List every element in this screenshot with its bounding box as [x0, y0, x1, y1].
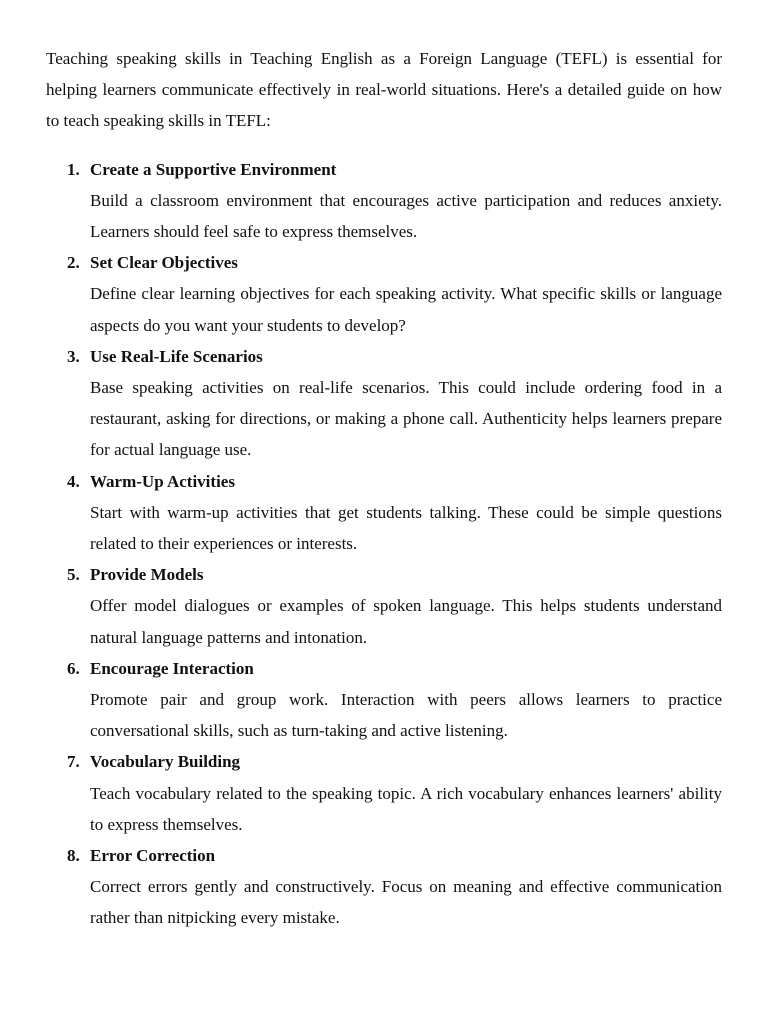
- step-title: Encourage Interaction: [90, 658, 254, 678]
- step-body: Teach vocabulary related to the speaking topic. A rich vocabulary enhances learners' ability to express themselves.: [90, 783, 722, 834]
- list-item: [46, 341, 722, 466]
- step-number: 7.: [67, 752, 80, 772]
- list-item: [46, 840, 722, 934]
- list-item: [46, 247, 722, 341]
- step-title: Set Clear Objectives: [90, 253, 238, 273]
- intro-paragraph: Teaching speaking skills in Teaching English as a Foreign Language (TEFL) is essential for helping learners communicate effectively in real-world situations. Here's a detailed guide on how to teach speaking skills in TEFL:: [46, 49, 722, 131]
- step-body: Base speaking activities on real-life scenarios. This could include ordering food in a restaurant, asking for directions, or making a phone call. Authenticity helps learners prepare for actual language use.: [90, 378, 722, 460]
- step-title: Create a Supportive Environment: [90, 159, 337, 179]
- step-title: Provide Models: [90, 565, 204, 585]
- step-body: Build a classroom environment that encourages active participation and reduces anxiety. Learners should feel safe to express themselves.: [90, 190, 722, 242]
- list-item: [46, 746, 722, 840]
- steps-list: [46, 154, 722, 934]
- step-number: 2.: [67, 253, 80, 273]
- step-body: Promote pair and group work. Interaction with peers allows learners to practice conversational skills, such as turn-taking and active listening.: [90, 690, 722, 741]
- step-number: 8.: [67, 846, 80, 866]
- step-number: 4.: [67, 471, 80, 491]
- list-item: [46, 466, 722, 560]
- step-number: 3.: [67, 346, 80, 366]
- list-item: [46, 653, 722, 747]
- step-body: Start with warm-up activities that get students talking. These could be simple questions related to their experiences or interests.: [90, 502, 722, 554]
- step-body: Correct errors gently and constructively. Focus on meaning and effective communication rather than nitpicking every mistake.: [90, 877, 722, 928]
- list-item: [46, 559, 722, 653]
- step-title: Error Correction: [90, 846, 216, 866]
- step-number: 5.: [67, 565, 80, 585]
- step-title: Warm-Up Activities: [90, 471, 235, 491]
- step-number: 6.: [67, 658, 80, 678]
- step-body: Define clear learning objectives for each speaking activity. What specific skills or language aspects do you want your students to develop?: [90, 284, 722, 335]
- step-title: Use Real-Life Scenarios: [90, 346, 263, 366]
- step-number: 1.: [67, 159, 80, 179]
- step-body: Offer model dialogues or examples of spoken language. This helps students understand natural language patterns and intonation.: [90, 596, 722, 647]
- step-title: Vocabulary Building: [90, 752, 241, 772]
- list-item: [46, 154, 722, 248]
